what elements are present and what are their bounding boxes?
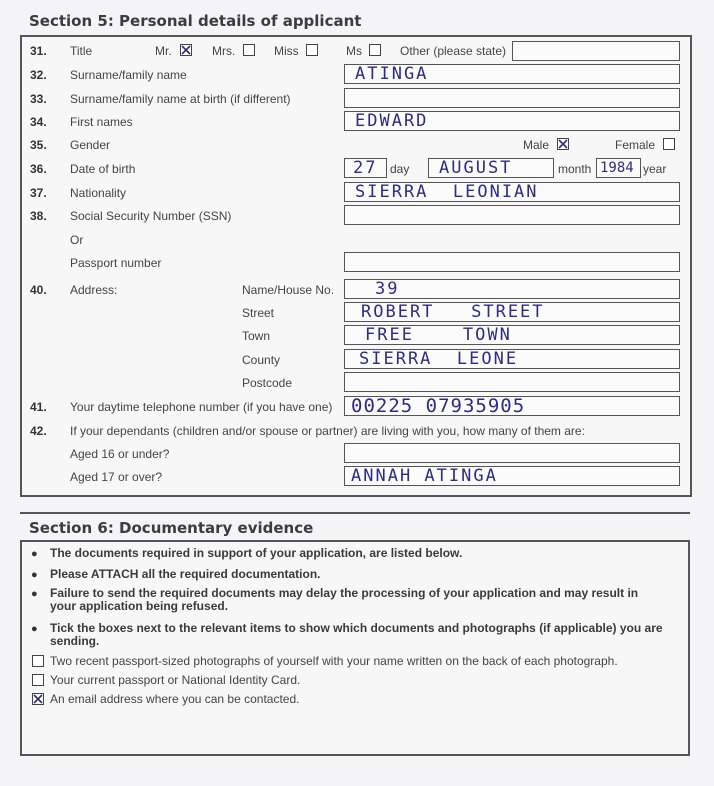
nationality-field[interactable] — [344, 182, 680, 202]
surname-value: ATINGA — [355, 64, 429, 84]
passport-number-field[interactable] — [344, 252, 680, 272]
county-value: SIERRA LEONE — [359, 349, 519, 369]
instruction-2: Please ATTACH all the required documentation. — [50, 567, 321, 581]
q35-number: 35. — [30, 138, 47, 152]
title-mrs-checkbox[interactable] — [243, 44, 255, 56]
q38-label: Social Security Number (SSN) — [70, 209, 232, 223]
title-ms-checkbox[interactable] — [369, 44, 381, 56]
instruction-3: Failure to send the required documents may delay the processing of your application and may result in your application being refused. — [50, 586, 639, 613]
q32-label: Surname/family name — [70, 68, 187, 82]
q31-number: 31. — [30, 44, 47, 58]
q37-number: 37. — [30, 186, 47, 200]
q42-number: 42. — [30, 424, 47, 438]
title-mr-checkbox[interactable] — [180, 44, 192, 56]
dob-year-value: 1984 — [600, 160, 634, 176]
q33-number: 33. — [30, 92, 47, 106]
house-value: 39 — [375, 279, 400, 299]
q32-number: 32. — [30, 68, 47, 82]
gender-female-checkbox[interactable] — [663, 138, 675, 150]
q34-label: First names — [70, 115, 133, 129]
q31-label: Title — [70, 44, 93, 58]
first-names-value: EDWARD — [355, 111, 429, 131]
town-value: FREE TOWN — [365, 325, 512, 345]
surname-field[interactable] — [344, 64, 680, 84]
under16-label: Aged 16 or under? — [70, 447, 170, 461]
q41-number: 41. — [30, 400, 47, 414]
dob-year-field[interactable] — [596, 158, 641, 178]
bullet-icon: ● — [31, 548, 38, 560]
dob-month-label: month — [558, 162, 592, 176]
telephone-field[interactable] — [344, 396, 680, 416]
doc-email-label: An email address where you can be contacted. — [50, 692, 300, 706]
over17-label: Aged 17 or over? — [70, 470, 163, 484]
instruction-1: The documents required in support of your application, are listed below. — [50, 546, 463, 560]
town-field[interactable] — [344, 325, 680, 345]
under16-field[interactable] — [344, 443, 680, 463]
dob-month-field[interactable] — [428, 158, 554, 178]
title-other-field[interactable] — [512, 41, 680, 61]
q41-label: Your daytime telephone number (if you have one) — [70, 400, 333, 414]
q42-label: If your dependants (children and/or spouse or partner) are living with you, how many of them are: — [70, 424, 585, 438]
passport-number-label: Passport number — [70, 256, 162, 270]
county-field[interactable] — [344, 349, 680, 369]
house-field[interactable] — [344, 279, 680, 299]
title-mr-label: Mr. — [155, 44, 172, 58]
ssn-field[interactable] — [344, 205, 680, 225]
street-label: Street — [242, 306, 275, 320]
dob-day-field[interactable] — [344, 158, 387, 178]
nationality-value: SIERRA LEONIAN — [355, 182, 539, 202]
doc-passport-label: Your current passport or National Identity Card. — [50, 673, 301, 687]
section6-title: Section 6: Documentary evidence — [29, 519, 314, 537]
bullet-icon: ● — [31, 569, 38, 581]
q40-label: Address: — [70, 283, 118, 297]
telephone-value: 00225 07935905 — [351, 395, 526, 417]
q34-number: 34. — [30, 115, 47, 129]
doc-email-checkbox[interactable] — [32, 693, 44, 705]
q35-label: Gender — [70, 138, 111, 152]
over17-field[interactable] — [344, 466, 680, 486]
street-field[interactable] — [344, 302, 680, 322]
postcode-field[interactable] — [344, 372, 680, 392]
instruction-4: Tick the boxes next to the relevant items to show which documents and photographs (if applicable) you are sending. — [50, 621, 663, 648]
title-mrs-label: Mrs. — [212, 44, 236, 58]
section-divider — [20, 512, 690, 514]
title-miss-label: Miss — [274, 44, 299, 58]
cross-mark-icon — [558, 139, 568, 149]
q40-number: 40. — [30, 283, 47, 297]
doc-passport-checkbox[interactable] — [32, 674, 44, 686]
title-miss-checkbox[interactable] — [306, 44, 318, 56]
surname-at-birth-field[interactable] — [344, 88, 680, 108]
doc-photos-label: Two recent passport-sized photographs of yourself with your name written on the back of each photograph. — [50, 654, 618, 668]
bullet-icon: ● — [31, 588, 38, 600]
title-ms-label: Ms — [346, 44, 362, 58]
gender-male-label: Male — [523, 138, 550, 152]
first-names-field[interactable] — [344, 111, 680, 131]
cross-mark-icon — [33, 694, 43, 704]
cross-mark-icon — [181, 45, 191, 55]
q38-or-label: Or — [70, 233, 84, 247]
street-value: ROBERT STREET — [361, 302, 545, 322]
q37-label: Nationality — [70, 186, 127, 200]
q38-number: 38. — [30, 209, 47, 223]
q36-label: Date of birth — [70, 162, 136, 176]
bullet-icon: ● — [31, 623, 38, 635]
house-label: Name/House No. — [242, 283, 335, 297]
dob-year-label: year — [643, 162, 667, 176]
q33-label: Surname/family name at birth (if different) — [70, 92, 291, 106]
doc-photos-checkbox[interactable] — [32, 655, 44, 667]
dob-day-value: 27 — [353, 158, 378, 178]
q36-number: 36. — [30, 162, 47, 176]
gender-female-label: Female — [615, 138, 656, 152]
gender-male-checkbox[interactable] — [557, 138, 569, 150]
county-label: County — [242, 353, 281, 367]
section5-title: Section 5: Personal details of applicant — [29, 12, 362, 30]
title-other-label: Other (please state) — [400, 44, 507, 58]
dob-month-value: AUGUST — [439, 158, 513, 178]
postcode-label: Postcode — [242, 376, 293, 390]
dob-day-label: day — [390, 162, 410, 176]
over17-value: ANNAH ATINGA — [351, 466, 498, 486]
town-label: Town — [242, 329, 271, 343]
